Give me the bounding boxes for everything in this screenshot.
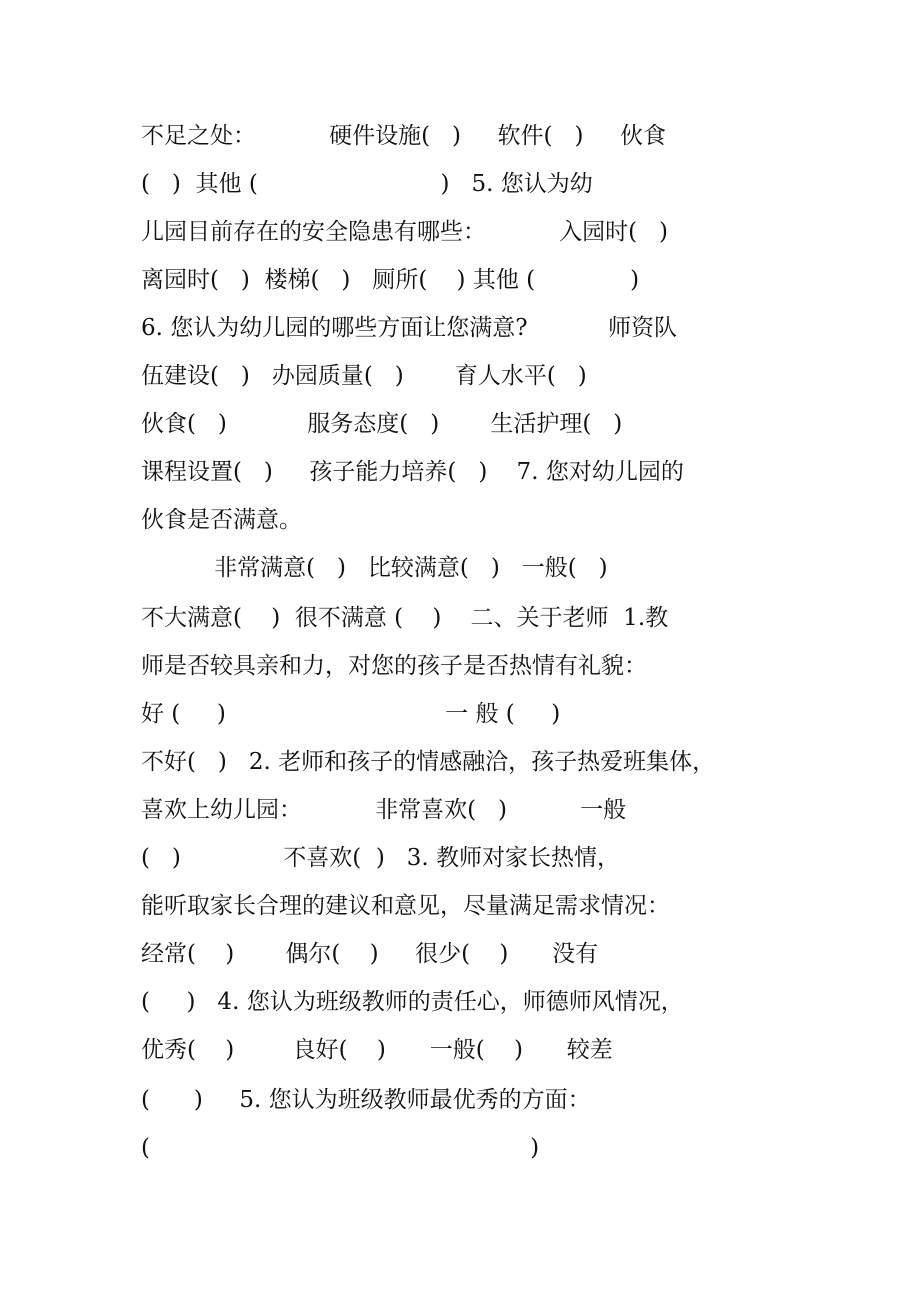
text-line: 伍建设( ) 办园质量( ) 育人水平( ) bbox=[141, 363, 587, 389]
text-line: 优秀( ) 良好( ) 一般( ) 较差 bbox=[141, 1037, 613, 1063]
text-line: ( ) 其他 ( ) 5. 您认为幼 bbox=[141, 171, 593, 197]
text-line: ( ) 5. 您认为班级教师最优秀的方面： bbox=[141, 1087, 591, 1113]
text-line: 6. 您认为幼儿园的哪些方面让您满意? 师资队 bbox=[141, 315, 678, 341]
text-line: ( ) bbox=[141, 1135, 540, 1161]
text-line: 伙食是否满意。 bbox=[141, 507, 302, 533]
text-line: 离园时( ) 楼梯( ) 厕所( ) 其他 ( ) bbox=[141, 267, 640, 293]
text-line: ( ) 4. 您认为班级教师的责任心，师德师风情况， bbox=[141, 989, 684, 1015]
text-line: 非常满意( ) 比较满意( ) 一般( ) bbox=[141, 555, 608, 581]
text-line: 不好( ) 2. 老师和孩子的情感融洽，孩子热爱班集体， bbox=[141, 749, 716, 775]
text-line: ( ) 不喜欢( ) 3. 教师对家长热情， bbox=[141, 845, 620, 871]
text-line: 儿园目前存在的安全隐患有哪些： 入园时( ) bbox=[141, 219, 668, 245]
text-line: 伙食( ) 服务态度( ) 生活护理( ) bbox=[141, 411, 623, 437]
text-line: 喜欢上幼儿园： 非常喜欢( ) 一般 bbox=[141, 797, 627, 823]
text-line: 经常( ) 偶尔( ) 很少( ) 没有 bbox=[141, 941, 599, 967]
text-line: 师是否较具亲和力，对您的孩子是否热情有礼貌： bbox=[141, 653, 647, 679]
text-line: 课程设置( ) 孩子能力培养( ) 7. 您对幼儿园的 bbox=[141, 459, 684, 485]
text-line: 不大满意( ) 很不满意 ( ) 二、关于老师 1.教 bbox=[141, 605, 669, 631]
text-line: 不足之处： 硬件设施( ) 软件( ) 伙食 bbox=[141, 123, 666, 149]
text-line: 好 ( ) 一 般 ( ) bbox=[141, 701, 561, 727]
text-line: 能听取家长合理的建议和意见，尽量满足需求情况： bbox=[141, 893, 670, 919]
